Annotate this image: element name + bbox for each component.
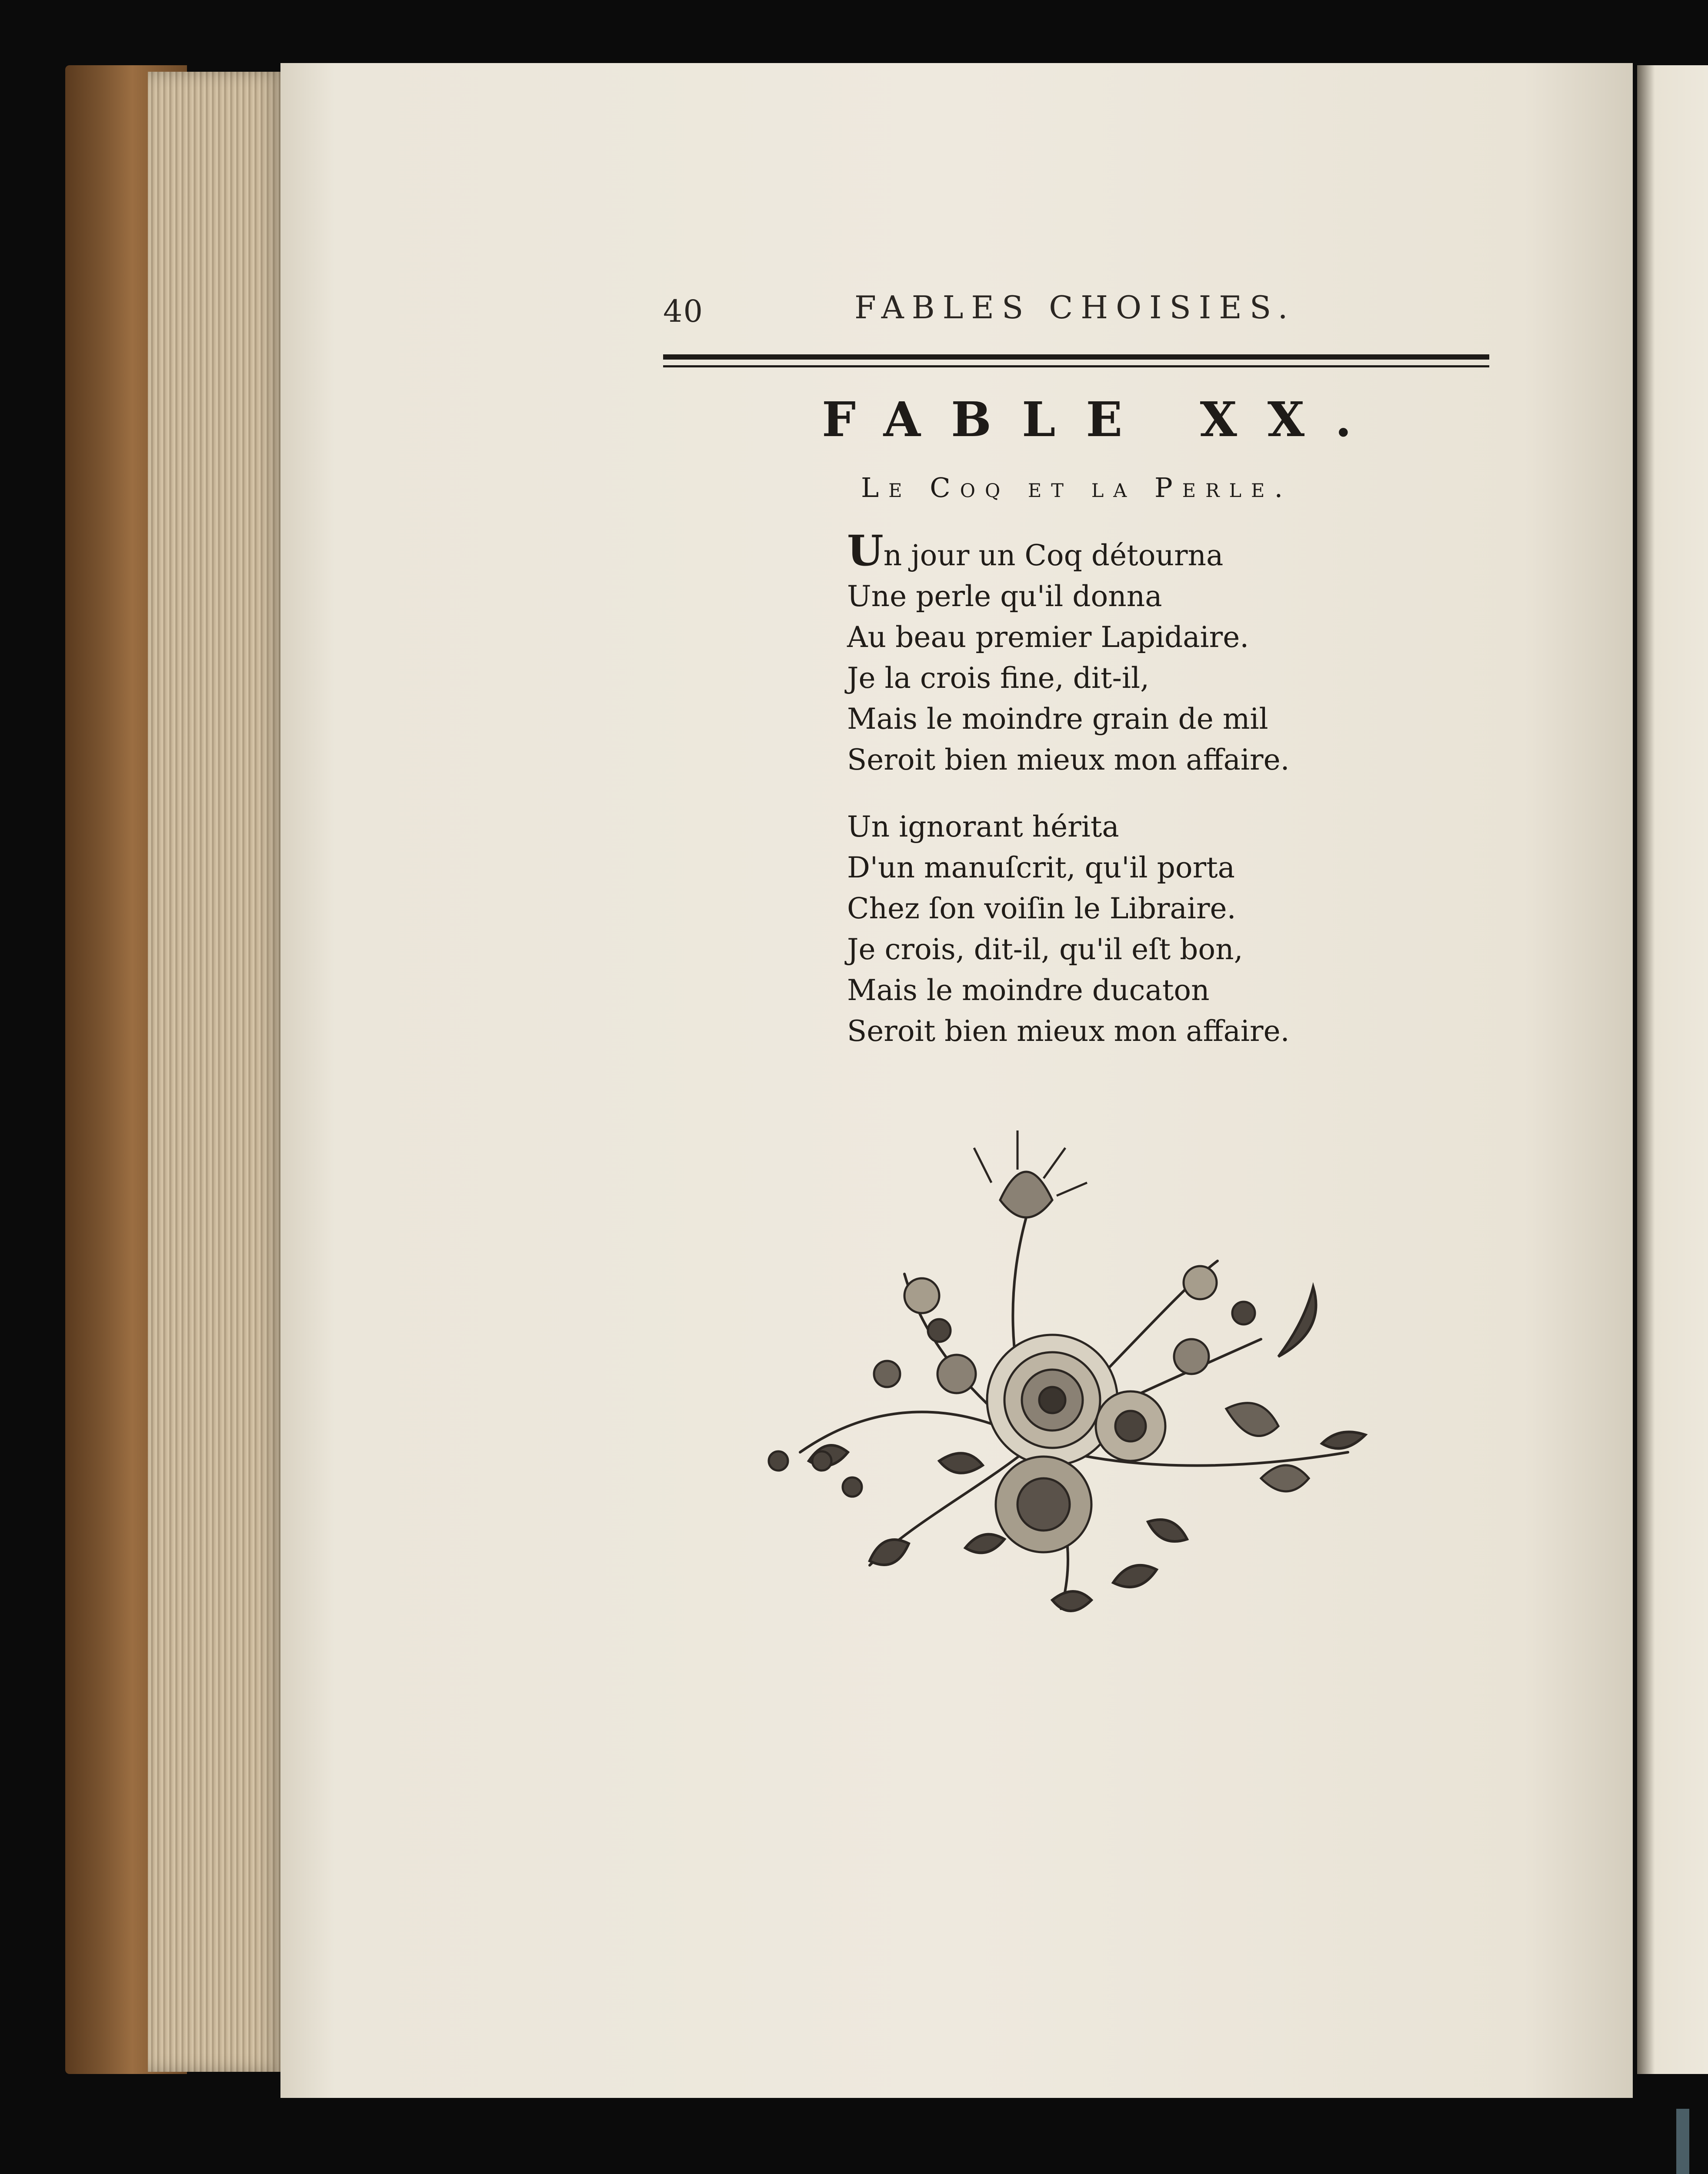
poem-line-text: n jour un Coq détourna bbox=[883, 539, 1224, 572]
poem-line bbox=[847, 526, 1369, 576]
floral-bouquet-engraving-icon bbox=[757, 1130, 1383, 1652]
poem-line: Chez ſon voiſin le Libraire. bbox=[847, 892, 1236, 925]
stanza-1 bbox=[847, 526, 1369, 780]
running-head bbox=[663, 285, 1498, 337]
poem-line: Une perle qu'il donna bbox=[847, 580, 1162, 613]
header-rule-thick bbox=[663, 354, 1489, 360]
poem-line: Seroit bien mieux mon affaire. bbox=[847, 743, 1290, 777]
poem-line: Au beau premier Lapidaire. bbox=[847, 620, 1249, 654]
facing-page-edge bbox=[1637, 65, 1708, 2074]
stanza-2 bbox=[847, 807, 1369, 1052]
page-edges bbox=[148, 72, 283, 2072]
running-title: FABLES CHOISIES. bbox=[854, 289, 1296, 326]
fable-title: FABLE XX. bbox=[822, 391, 1382, 447]
poem-line: Mais le moindre grain de mil bbox=[847, 702, 1268, 736]
drop-cap: U bbox=[847, 526, 884, 575]
poem bbox=[847, 526, 1369, 1078]
poem-line: Seroit bien mieux mon affaire. bbox=[847, 1014, 1290, 1048]
book-page bbox=[280, 63, 1633, 2098]
poem-line: Je la crois fine, dit-il, bbox=[847, 661, 1150, 695]
poem-line: Je crois, dit-il, qu'il eſt bon, bbox=[847, 933, 1243, 966]
page-number: 40 bbox=[663, 293, 704, 329]
bookmark-ribbon bbox=[1676, 2109, 1689, 2174]
poem-line: D'un manuſcrit, qu'il porta bbox=[847, 851, 1235, 884]
poem-line: Un ignorant hérita bbox=[847, 810, 1119, 844]
fable-subtitle: Le Coq et la Perle. bbox=[861, 472, 1293, 503]
header-rule-thin bbox=[663, 365, 1489, 367]
poem-line: Mais le moindre ducaton bbox=[847, 974, 1210, 1007]
